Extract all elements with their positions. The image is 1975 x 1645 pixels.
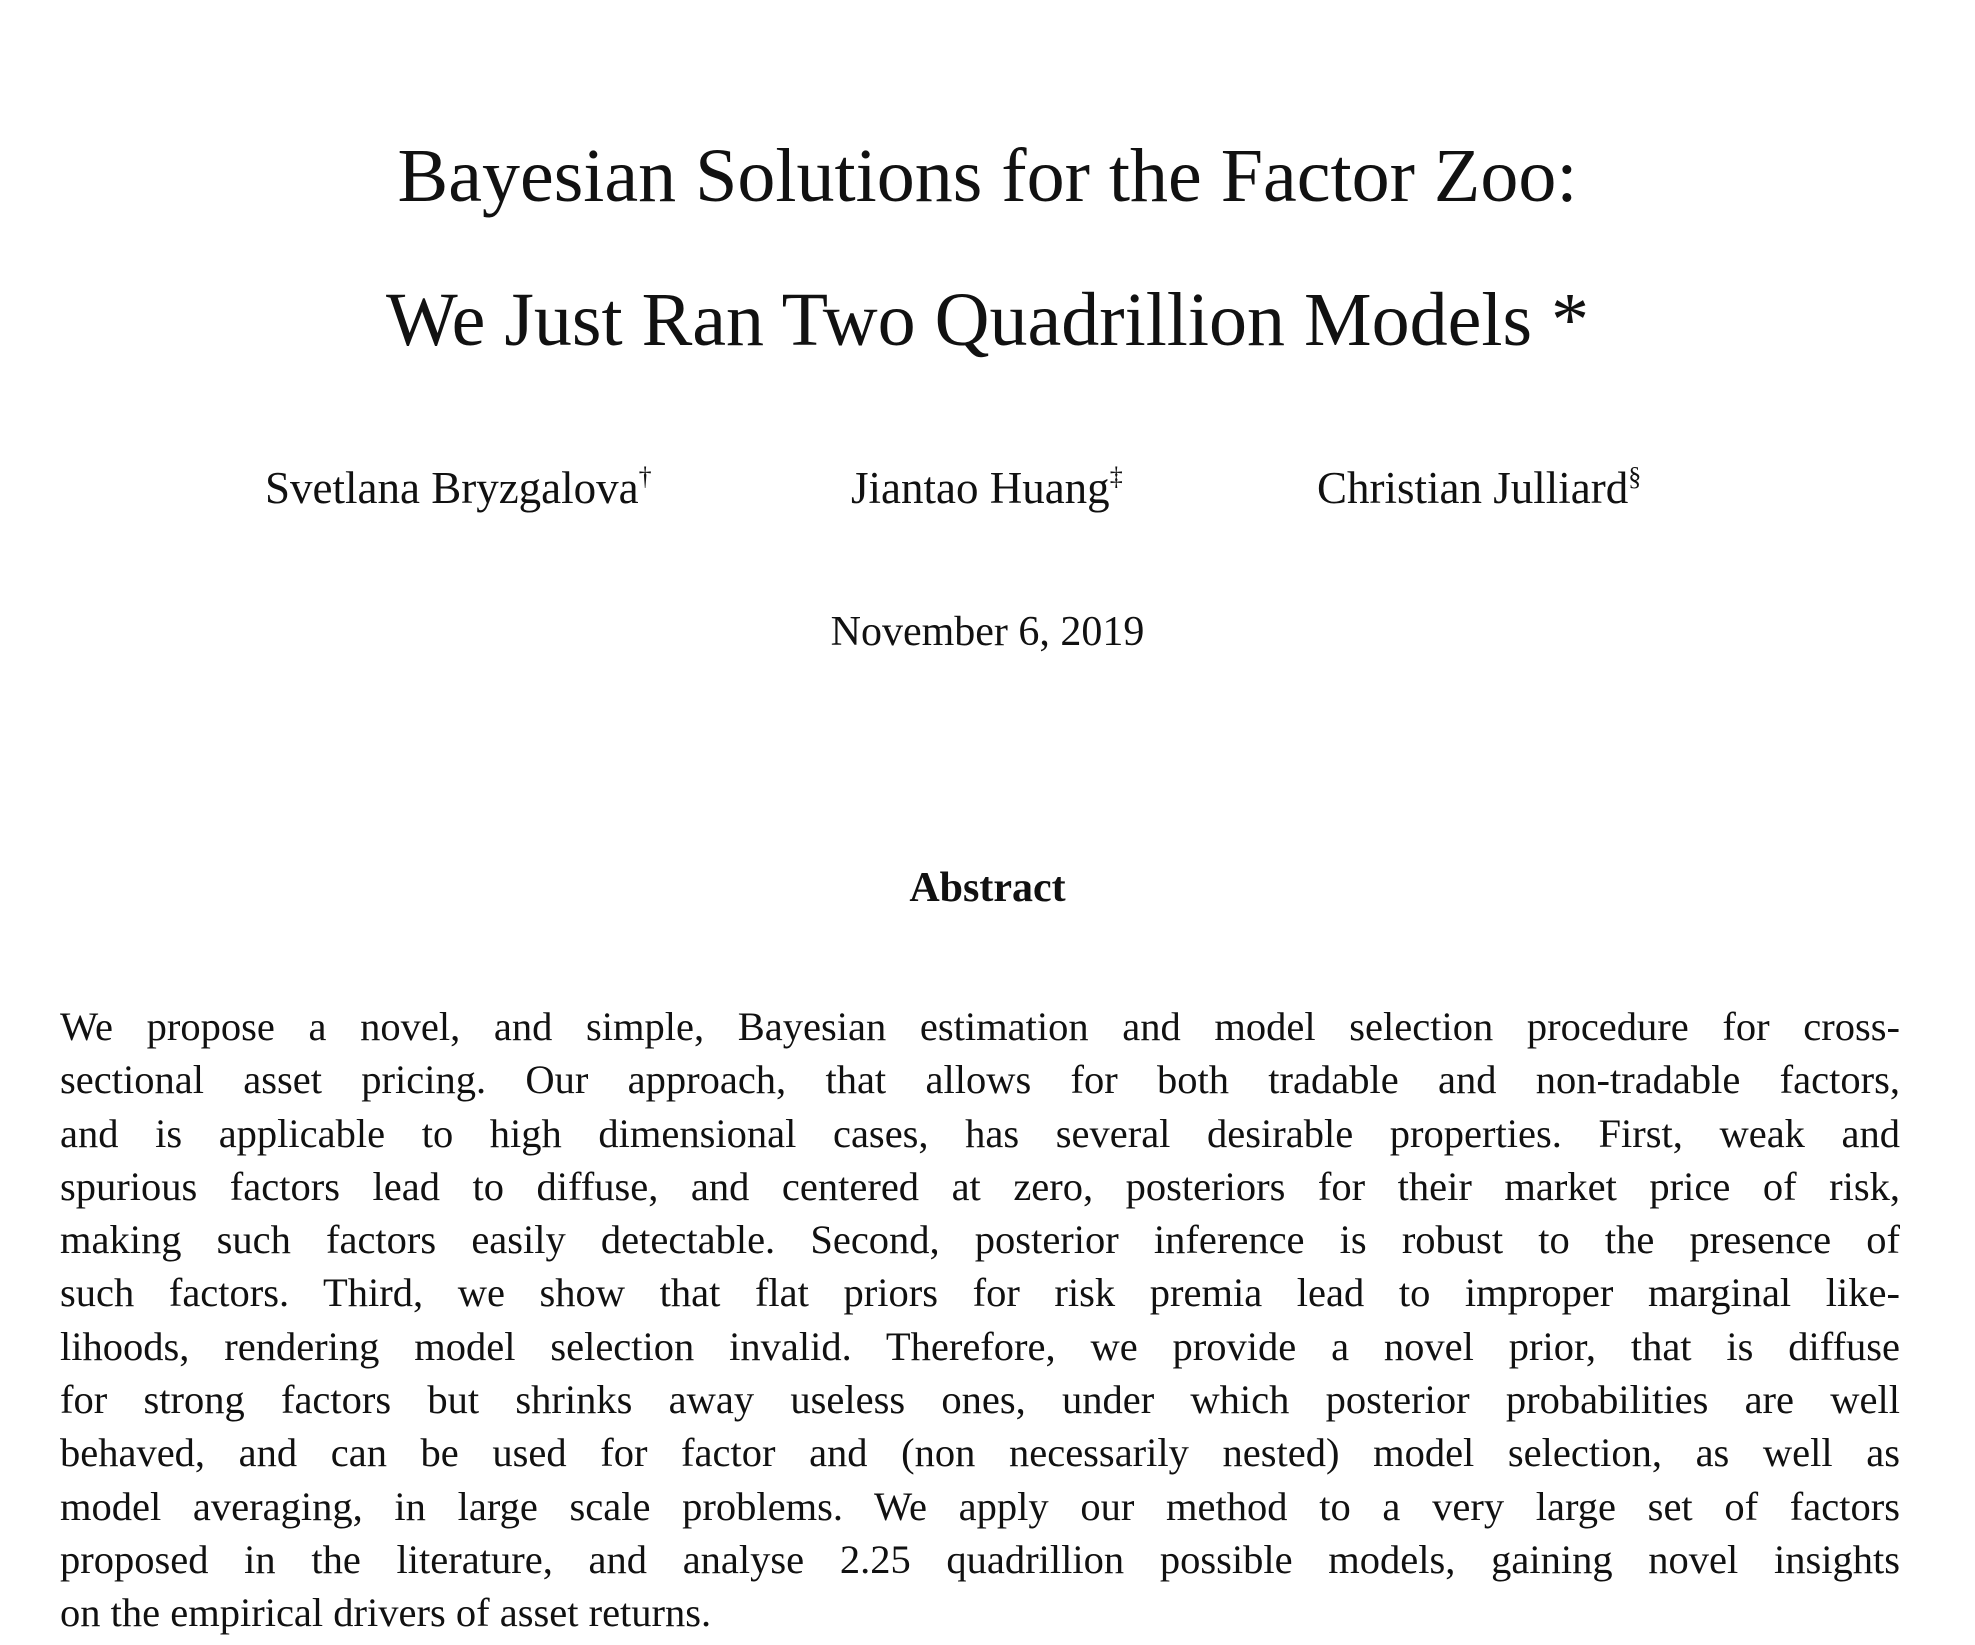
- paper-title-line-1: Bayesian Solutions for the Factor Zoo:: [397, 134, 1578, 218]
- abstract-line: lihoods, rendering model selection invalid. Therefore, we provide a novel prior, that is diffuse: [60, 1323, 1900, 1369]
- author-name: Christian Julliard: [1317, 463, 1629, 513]
- abstract-line: sectional asset pricing. Our approach, that allows for both tradable and non-tradable factors,: [60, 1057, 1900, 1103]
- abstract-line: model averaging, in large scale problems. We apply our method to a very large set of factors: [60, 1483, 1900, 1529]
- paper-date: November 6, 2019: [830, 609, 1145, 655]
- abstract-line: We propose a novel, and simple, Bayesian estimation and model selection procedure for cross-: [60, 1004, 1900, 1049]
- author-footnote-mark: ‡: [1109, 462, 1123, 491]
- author-footnote-mark: §: [1628, 462, 1642, 491]
- abstract-line: and is applicable to high dimensional cases, has several desirable properties. First, weak and: [60, 1110, 1900, 1156]
- author-1: [265, 462, 652, 514]
- author-name: Svetlana Bryzgalova: [265, 463, 639, 513]
- author-2: [851, 462, 1123, 514]
- author-list: [0, 462, 1975, 522]
- author-footnote-mark: †: [638, 462, 652, 491]
- abstract-line: making such factors easily detectable. Second, posterior inference is robust to the presence of: [60, 1217, 1900, 1263]
- abstract-text: [60, 1000, 1900, 1640]
- abstract-line: proposed in the literature, and analyse 2.25 quadrillion possible models, gaining novel insights: [60, 1536, 1900, 1582]
- abstract-line: on the empirical drivers of asset returns.: [60, 1590, 712, 1636]
- abstract-line: behaved, and can be used for factor and (non necessarily nested) model selection, as well as: [60, 1430, 1900, 1476]
- abstract-heading: Abstract: [909, 865, 1066, 911]
- abstract-line: for strong factors but shrinks away useless ones, under which posterior probabilities are well: [60, 1377, 1900, 1423]
- abstract-line: such factors. Third, we show that flat priors for risk premia lead to improper marginal like-: [60, 1270, 1900, 1316]
- author-3: [1317, 462, 1641, 514]
- paper-title-line-2: We Just Ran Two Quadrillion Models *: [385, 278, 1590, 362]
- author-name: Jiantao Huang: [851, 463, 1110, 513]
- abstract-line: spurious factors lead to diffuse, and centered at zero, posteriors for their market price of risk,: [60, 1163, 1900, 1209]
